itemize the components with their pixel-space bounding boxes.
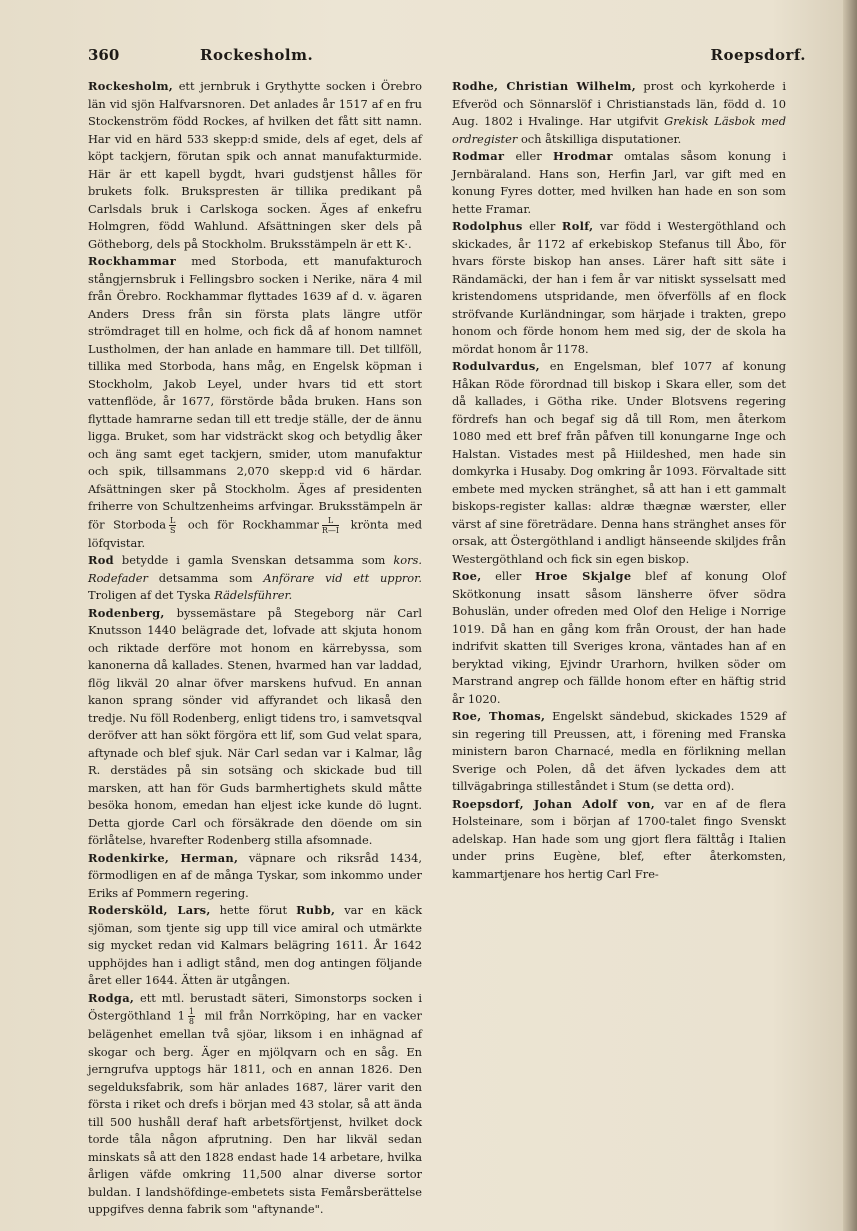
entry-rodolphus: [452, 218, 786, 358]
entry-rodga-start: [88, 990, 422, 1219]
entry-text: krönta med löfqvistar.: [88, 517, 422, 550]
entry-text: betydde i gamla Svenskan detsamma som: [113, 553, 394, 567]
headword: Roe,: [452, 569, 482, 583]
fraction-denominator: R—I: [321, 525, 340, 535]
entry-rodenkirke: [88, 850, 422, 903]
headword-variant: Hrodmar: [552, 149, 613, 163]
entry-rodmar: [452, 148, 786, 218]
entry-text: väpnare och riksråd 1434, förmodligen en af de många Tyskar, som inkommo under Eriks af Pommern regering.: [88, 850, 422, 900]
right-column: [452, 78, 786, 883]
fraction-distance: [188, 1007, 195, 1026]
entry-text: var en af de flera Holsteinare, som i början af 1700-talet fingo Svenskt adelskap. Han hade som ung gjort flera fälttåg i Italien under prins Eugène, blef, efter återkomsten, kammartjenare hos hertig Carl Fre-: [452, 796, 786, 881]
entry-text: ett jernbruk i Grythytte socken i Örebro län vid sjön Halfvarsnoren. Det anlades år 1517 af en fru Stockenström född Rockes, af hvilken det fått sitt namn. Har vid en härd 533 skepp:d smide, dels af eget, dels af köpt tackjern, förutan spik och annat manufakturmide. Här är ett kapell bygdt, hvari gudstjenst hålles för brukets folk. Brukspresten är tillika predikant på Carlsdals bruk i Carlskoga socken. Äges af enkefru Holmgren, född Wahlund. Afsättningen sker dels på Götheborg, dels på Stockholm. Bruksstämpeln är ett K·.: [88, 79, 422, 251]
entry-text: blef af konung Olof Skötkonung insatt såsom länsherre öfver södra Bohuslän, under ofreden med Olof den Helige i Norrige 1019. Då han en gång kom från Oroust, der han hade indrifvit skatten till Sveriges krona, väntades han af en beryktad viking, Ejvindr Urarhorn, hvilken söder om Marstrand angrep och fällde honom efter en häftig strid år 1020.: [452, 569, 786, 706]
entry-roepsdorf: [452, 796, 786, 884]
left-column: [88, 78, 422, 1219]
entry-text: en Engelsman, blef 1077 af konung Håkan Röde förordnad till biskop i Skara eller, som det då kallades, i Götha rike. Under Blotsvens regering fördrefs han och begaf sig då till Rom, men återkom 1080 med ett bref från påfven till konungarne Inge och Halstan. Vistades mest på Hiildeshed, men hade sin domkyrka i Husaby. Dog omkring år 1093. Förvaltade sitt embete med mycken stränghet, så att han i ett gammalt biskops-register kallas: aldræ thægnæ wærster, eller värst af sine företrädare. Denna hans stränghet anses för orsak, att Östergöthland i andligt hänseende skiljdes från Westergöthland och fick sin egen biskop.: [452, 359, 786, 566]
headword: Rodenberg,: [88, 605, 165, 620]
left-running-head: Rockesholm.: [200, 46, 314, 64]
page-header: [88, 46, 806, 72]
headword: Rockhammar: [88, 254, 177, 268]
entry-rodenberg: [88, 605, 422, 850]
entry-text: eller: [522, 219, 562, 233]
headword: Rodulvardus,: [452, 359, 540, 373]
entry-text: Troligen af det Tyska: [88, 588, 215, 602]
entry-italic: Anförare vid ett uppror.: [263, 570, 422, 585]
entry-italic: Grekisk Läsbok med ordregister: [452, 114, 786, 146]
entry-text: var en käck sjöman, som tjente sig upp till vice amiral och utmärkte sig mycket redan vid Kalmars belägring 1611. År 1642 upphöjdes han i adligt stånd, men dog antingen följande året eller 1644. Ätten är utgången.: [88, 903, 422, 987]
headword: Rodenkirke, Herman,: [88, 850, 239, 865]
headword-variant: Hroe Skjalge: [535, 569, 632, 583]
fraction-stamp-rockhammar: [322, 516, 339, 535]
entry-rodulvardus: [452, 358, 786, 568]
headword: Rod: [88, 553, 114, 567]
right-running-head: Roepsdorf.: [710, 46, 806, 64]
entry-italic: Rädelsführer.: [214, 588, 293, 602]
headword: Roe, Thomas,: [452, 709, 546, 723]
entry-text: ett mtl. berustadt säteri, Simonstorps socken i Östergöthland 1: [88, 990, 422, 1023]
entry-roe-thomas: [452, 708, 786, 796]
page-number: 360: [88, 46, 120, 64]
entry-italic: kors. Rodefader: [88, 553, 422, 585]
entry-text: eller: [481, 569, 535, 583]
headword: Roepsdorf, Johan Adolf von,: [452, 796, 655, 811]
entry-rodhe: [452, 78, 786, 148]
entry-text: eller: [504, 149, 553, 163]
entry-text: omtalas såsom konung i Jernbäraland. Hans son, Herfin Jarl, var gift med en konung Fyres dotter, med hvilken han hade en son som hette Framar.: [452, 149, 786, 216]
headword: Rodersköld, Lars,: [88, 903, 211, 917]
headword-variant: Rolf,: [561, 219, 594, 233]
entry-rodersköld: [88, 902, 422, 990]
entry-text: mil från Norrköping, har en vacker belägenhet emellan två sjöar, liksom i en inhägnad af skogar och berg. Äger en mjölqvarn och en såg. En jerngrufva upptogs här 1811, och en annan 1826. Den segelduksfabrik, som här anlades 1687, lärer varit den första i riket och drefs i början med 43 stolar, så att ända till 500 hushåll deraf haft arbetsförtjenst, hvilket dock torde tåla någon afprutning. Den har likväl sedan minskats så att den 1828 endast hade 14 arbetare, hvilka årligen väfde omkring 11,500 alnar diverse sortor buldan. I landshöfdinge-embetets sista Femårsberättelse uppgifves denna fabrik som "aftynande".: [88, 1008, 422, 1216]
entry-text: hette förut: [210, 903, 297, 917]
entry-text: var född i Westergöthland och skickades, år 1172 af erkebiskop Stefanus till Åbo, för hvars förste biskop han anses. Lärer haft sitt säte i Rändamäcki, der han i fem år var nitiskt sysselsatt med kristendomens utspridande, men öfverfölls af en flock ströfvande Kurländningar, som härjade i trakten, grepo honom och förde honom hem med sig, der de skola ha mördat honom år 1178.: [452, 219, 786, 356]
entry-roe: [452, 568, 786, 708]
entry-text: Engelskt sändebud, skickades 1529 af sin regering till Preussen, att, i förening med Franska ministern baron Charnacé, medla en förlikning mellan Sverige och Polen, då det äfven lyckades dem att tillvägabringa stilleståndet i Stum (se detta ord).: [452, 709, 786, 793]
headword: Rodhe, Christian Wilhelm,: [452, 79, 636, 93]
entry-text: och åtskilliga disputationer.: [517, 131, 682, 146]
fraction-numerator: L: [170, 515, 176, 525]
headword-variant: Rubb,: [296, 903, 336, 917]
entry-rod: [88, 552, 422, 605]
headword: Rodolphus: [452, 219, 523, 233]
entry-text: med Storboda, ett manufakturoch stångjernsbruk i Fellingsbro socken i Nerike, nära 4 mil från Örebro. Rockhammar flyttades 1639 af d. v. ägaren Anders Dress från sin första plats längre utför strömdraget till en holme, och fick då af honom namnet Lustholmen, der han anlade en hammare till. Det tillföll, tillika med Storboda, hans måg, en Engelsk köpman i Stockholm, Jakob Leyel, under hvars tid ett stort vattenflöde, år 1677, förstörde båda bruken. Hans son flyttade hamrarne sedan till ett tredje ställe, der de ännu ligga. Bruket, som har vidsträckt skog och betydlig åker och äng samt eget tackjern, smider, utom manufaktur och spik, tillsammans 2,070 skepp:d vid 6 härdar. Afsättningen sker på Stockholm. Äges af presidenten friherre von Schultzenheims arfvingar. Bruksstämpeln är för Storboda: [88, 254, 422, 531]
entry-text: prost och kyrkoherde i Efveröd och Sönnarslöf i Christianstads län, född d. 10 Aug. 1802 i Hvalinge. Har utgifvit: [452, 79, 786, 128]
entry-text: och för Rockhammar: [179, 517, 319, 531]
fraction-stamp-storboda: [169, 516, 176, 535]
entry-text: detsamma som: [147, 570, 264, 585]
headword: Rodmar: [452, 149, 505, 163]
headword: Rockesholm,: [88, 79, 174, 93]
headword: Rodga,: [88, 990, 135, 1005]
fraction-numerator: 1: [188, 1007, 194, 1016]
book-spine-edge: [843, 0, 857, 1231]
entry-rockesholm: [88, 78, 422, 253]
fraction-denominator: 8: [188, 1017, 194, 1026]
fraction-numerator: L: [322, 516, 339, 526]
entry-rockhammar: [88, 253, 422, 552]
fraction-denominator: S: [169, 525, 176, 535]
entry-text: byssemästare på Stegeborg när Carl Knutsson 1440 belägrade det, lofvade att skjuta honom och riktade derföre mot honom en kärrebyssa, som kanonerna då kallades. Stenen, hvarmed han var laddad, flög likväl 20 alnar öfver marskens hufvud. En annan kanon sprang sönder vid affyrandet och likaså den tredje. Nu föll Rodenberg, enligt tidens tro, i samvetsqval deröfver att han sökt förgöra ett lif, som Gud velat spara, aftynade och blef sjuk. När Carl sedan var i Kalmar, låg R. derstädes på sin sotsäng och skickade bud till marsken, att han för Guds barmhertighets skuld måtte besöka honom, emedan han eljest icke kunde dö lugnt. Detta gjorde Carl och försäkrade den döende om sin förlåtelse, hvarefter Rodenberg stilla afsomnade.: [88, 605, 422, 847]
